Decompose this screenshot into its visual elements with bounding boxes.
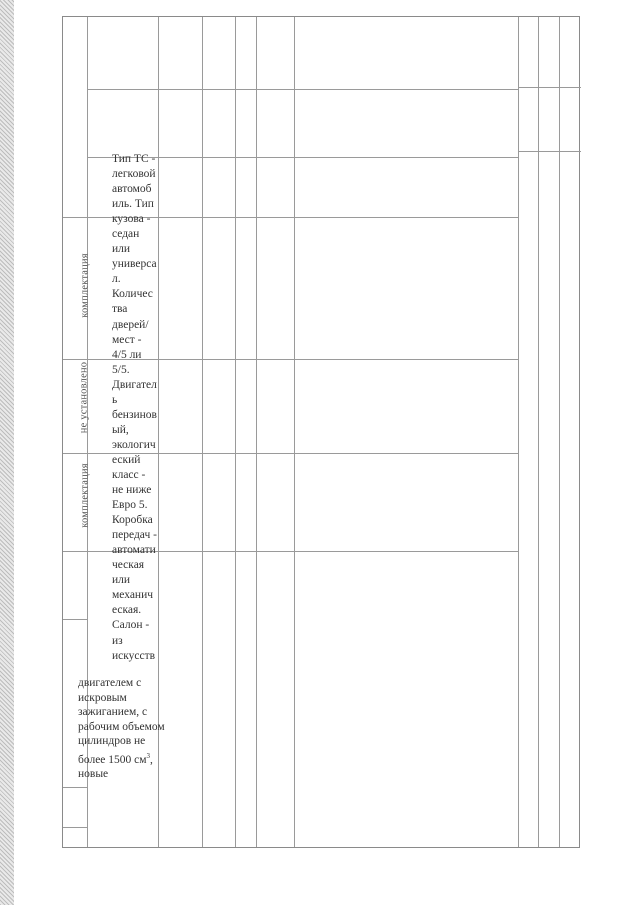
spec-line: автомати xyxy=(112,544,156,557)
spec-line: не ниже xyxy=(112,484,152,497)
spec-line: или xyxy=(112,243,131,256)
spec-line: легковой xyxy=(112,168,156,181)
row-divider xyxy=(518,151,581,152)
spec-line: или xyxy=(112,574,131,587)
spec-line: бензинов xyxy=(112,408,157,421)
column-divider xyxy=(294,17,295,847)
engine-line: зажиганием, с xyxy=(78,706,148,719)
spec-line: седан xyxy=(112,228,140,241)
spec-line: Двигател xyxy=(112,378,157,391)
header-label-configuration-2: комплектация xyxy=(79,253,91,318)
spec-line: универса xyxy=(112,258,157,271)
spec-line: еская. xyxy=(112,604,142,617)
engine-description-cell xyxy=(78,676,165,782)
spec-line: еский xyxy=(112,453,141,466)
spec-line: Тип ТС - xyxy=(112,153,156,165)
column-divider xyxy=(518,17,519,847)
header-label-not-set: не установлено xyxy=(78,361,90,434)
column-divider xyxy=(559,17,560,847)
row-divider xyxy=(87,89,518,90)
spec-line: искусств xyxy=(112,649,156,662)
row-divider xyxy=(63,827,87,828)
spec-line: Количес xyxy=(112,288,153,301)
spec-line: Евро 5. xyxy=(112,499,148,512)
vehicle-spec-cell xyxy=(112,152,157,664)
binding-edge xyxy=(0,0,14,905)
spec-line: мест - xyxy=(112,333,142,346)
header-label-configuration: комплектация xyxy=(79,463,91,528)
engine-line-volume: более 1500 $см^3$, xyxy=(78,751,153,766)
spec-line: автомоб xyxy=(112,183,152,196)
spec-line: кузова - xyxy=(112,213,151,226)
row-divider xyxy=(63,217,87,218)
spec-line: ый, xyxy=(112,423,129,436)
spec-line: 5/5. xyxy=(112,363,130,376)
engine-line: двигателем с xyxy=(78,677,142,689)
column-divider xyxy=(256,17,257,847)
engine-line: рабочим объемом xyxy=(78,720,165,733)
engine-line: искровым xyxy=(78,691,127,704)
row-divider xyxy=(63,551,87,552)
spec-line: тва xyxy=(112,303,128,316)
row-divider xyxy=(63,787,87,788)
engine-line: цилиндров не xyxy=(78,735,146,748)
spec-line: ческая xyxy=(112,559,145,572)
spec-line: ь xyxy=(112,393,118,406)
engine-volume-superscript: 3 xyxy=(146,751,151,760)
spec-line: передач - xyxy=(112,529,157,542)
spec-line: л. xyxy=(112,273,121,286)
engine-line: новые xyxy=(78,768,109,781)
column-divider xyxy=(235,17,236,847)
column-divider xyxy=(538,17,539,847)
spec-line: иль. Тип xyxy=(112,198,154,211)
spec-line: экологич xyxy=(112,438,156,451)
spec-line: из xyxy=(112,634,123,647)
spec-line: Салон - xyxy=(112,619,150,632)
row-divider xyxy=(518,87,581,88)
row-divider xyxy=(63,619,87,620)
column-divider xyxy=(202,17,203,847)
engine-volume-text: более 1500 см xyxy=(78,753,147,766)
spec-line: Коробка xyxy=(112,514,153,527)
spec-line: механич xyxy=(112,589,154,602)
spec-line: класс - xyxy=(112,468,146,481)
spec-line: дверей/ xyxy=(112,318,149,331)
spec-line: 4/5 ли xyxy=(112,348,142,361)
